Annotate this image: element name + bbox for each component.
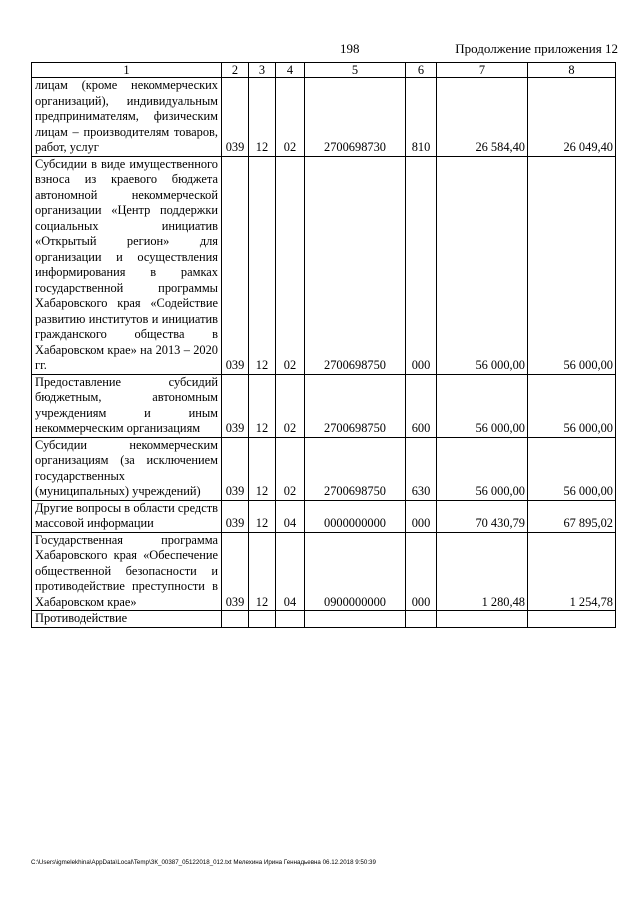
column-header: 7 <box>437 63 528 78</box>
row-name-cell: Другие вопросы в области средств массовой информации <box>32 500 222 532</box>
column-header: 2 <box>222 63 249 78</box>
expense-type-cell <box>406 611 437 628</box>
row-name-cell: Противодействие <box>32 611 222 628</box>
target-article-cell: 0000000000 <box>305 500 406 532</box>
table-row <box>32 156 616 374</box>
amount-cell: 70 430,79 <box>437 500 528 532</box>
row-name-cell: Субсидии в виде имущественного взноса из краевого бюджета автономной некоммерческой организации «Центр поддержки социальных инициатив «Открытый регион» для организации и осуществления информирования в рамках государственной программы Хабаровского края «Содействие развитию институтов и инициатив гражданского общества в Хабаровском крае» на 2013 – 2020 гг. <box>32 156 222 374</box>
target-article-cell: 2700698750 <box>305 374 406 437</box>
executed-amount-cell: 56 000,00 <box>528 437 616 500</box>
executed-amount-cell: 1 254,78 <box>528 532 616 611</box>
target-article-cell: 2700698750 <box>305 437 406 500</box>
expense-type-cell: 600 <box>406 374 437 437</box>
file-path-footer: C:\Users\igmelekhina\AppData\Local\Temp\ЗК_00387_05122018_012.txt Мелехина Ирина Геннадьевна 06.12.2018 9:50:39 <box>31 859 376 866</box>
ministry-code-cell <box>222 611 249 628</box>
amount-cell: 56 000,00 <box>437 374 528 437</box>
section-code-cell: 12 <box>249 374 276 437</box>
subsection-code-cell <box>276 611 305 628</box>
appendix-continuation-label: Продолжение приложения 12 <box>455 41 618 56</box>
ministry-code-cell: 039 <box>222 374 249 437</box>
ministry-code-cell: 039 <box>222 156 249 374</box>
subsection-code-cell: 02 <box>276 78 305 157</box>
section-code-cell: 12 <box>249 156 276 374</box>
amount-cell: 1 280,48 <box>437 532 528 611</box>
amount-cell: 56 000,00 <box>437 437 528 500</box>
ministry-code-cell: 039 <box>222 437 249 500</box>
subsection-code-cell: 04 <box>276 532 305 611</box>
row-name-cell: Субсидии некоммерческим организациям (за исключением государственных (муниципальных) учреждений) <box>32 437 222 500</box>
table-row <box>32 374 616 437</box>
amount-cell: 26 584,40 <box>437 78 528 157</box>
column-header: 3 <box>249 63 276 78</box>
subsection-code-cell: 04 <box>276 500 305 532</box>
table-row <box>32 532 616 611</box>
table-header-row <box>32 63 616 78</box>
target-article-cell: 2700698750 <box>305 156 406 374</box>
subsection-code-cell: 02 <box>276 437 305 500</box>
expense-type-cell: 630 <box>406 437 437 500</box>
section-code-cell: 12 <box>249 500 276 532</box>
section-code-cell: 12 <box>249 78 276 157</box>
expense-type-cell: 000 <box>406 532 437 611</box>
section-code-cell <box>249 611 276 628</box>
amount-cell <box>437 611 528 628</box>
ministry-code-cell: 039 <box>222 532 249 611</box>
expense-type-cell: 810 <box>406 78 437 157</box>
row-name-cell: Государственная программа Хабаровского края «Обеспечение общественной безопасности и противодействие преступности в Хабаровском крае» <box>32 532 222 611</box>
column-header: 4 <box>276 63 305 78</box>
budget-table <box>31 62 616 628</box>
row-name-cell: лицам (кроме некоммерческих организаций), индивидуальным предпринимателям, физическим лицам – производителям товаров, работ, услуг <box>32 78 222 157</box>
column-header: 8 <box>528 63 616 78</box>
row-name-cell: Предоставление субсидий бюджетным, автономным учреждениям и иным некоммерческим организациям <box>32 374 222 437</box>
table-row <box>32 437 616 500</box>
subsection-code-cell: 02 <box>276 374 305 437</box>
executed-amount-cell: 67 895,02 <box>528 500 616 532</box>
expense-type-cell: 000 <box>406 156 437 374</box>
target-article-cell: 0900000000 <box>305 532 406 611</box>
table-row <box>32 500 616 532</box>
ministry-code-cell: 039 <box>222 500 249 532</box>
executed-amount-cell: 26 049,40 <box>528 78 616 157</box>
executed-amount-cell: 56 000,00 <box>528 374 616 437</box>
page-number: 198 <box>340 41 360 56</box>
target-article-cell: 2700698730 <box>305 78 406 157</box>
executed-amount-cell: 56 000,00 <box>528 156 616 374</box>
ministry-code-cell: 039 <box>222 78 249 157</box>
column-header: 6 <box>406 63 437 78</box>
executed-amount-cell <box>528 611 616 628</box>
column-header: 1 <box>32 63 222 78</box>
target-article-cell <box>305 611 406 628</box>
section-code-cell: 12 <box>249 437 276 500</box>
column-header: 5 <box>305 63 406 78</box>
table-row <box>32 78 616 157</box>
amount-cell: 56 000,00 <box>437 156 528 374</box>
expense-type-cell: 000 <box>406 500 437 532</box>
section-code-cell: 12 <box>249 532 276 611</box>
subsection-code-cell: 02 <box>276 156 305 374</box>
table-row <box>32 611 616 628</box>
